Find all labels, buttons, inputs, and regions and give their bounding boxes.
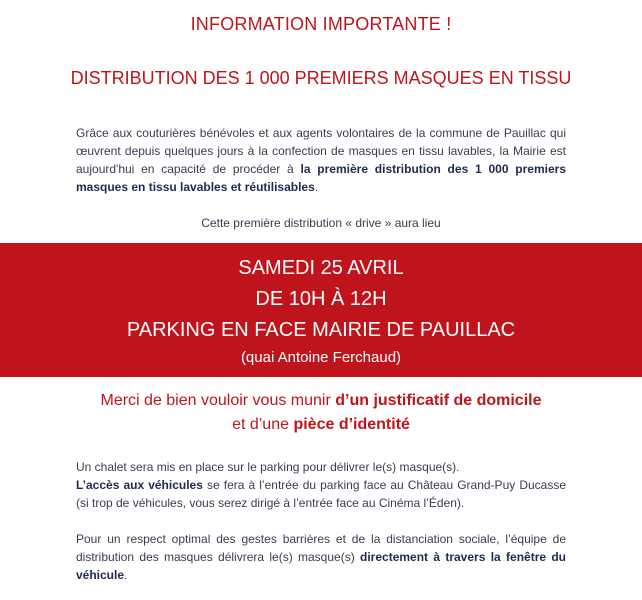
- distancing-paragraph: [76, 530, 566, 584]
- vehicle-access-text: se fera à l’entrée du parking face au Château Grand-Puy Ducasse (si trop de véhicules, vous serez dirigé à l’entrée face au Cinéma l’Éden).: [76, 478, 567, 510]
- request-id-document: pièce d’identité: [293, 416, 410, 433]
- request-line-1-text: Merci de bien vouloir vous munir: [100, 392, 336, 409]
- request-proof-of-address: d’un justificatif de domicile: [335, 392, 542, 409]
- request-line-2: [0, 416, 642, 434]
- chalet-sentence: Un chalet sera mis en place sur le parking pour délivrer le(s) masque(s).: [76, 460, 460, 474]
- page-subtitle: DISTRIBUTION DES 1 000 PREMIERS MASQUES EN TISSU: [70, 68, 572, 88]
- vehicle-access-label: L’accès aux véhicules: [76, 478, 203, 492]
- lead-text: Cette première distribution « drive » aura lieu: [201, 216, 441, 230]
- vehicle-access-paragraph: [76, 458, 566, 512]
- request-line-1: [0, 392, 642, 410]
- event-date: SAMEDI 25 AVRIL: [238, 257, 404, 279]
- event-banner: [0, 243, 642, 377]
- distancing-end: .: [124, 568, 128, 582]
- request-line-2-text: et d’une: [232, 416, 294, 433]
- distancing-text: Pour un respect optimal des gestes barrières et de la distanciation sociale, l’équipe de distribution des masques délivrera le(s) masque(s): [76, 532, 566, 564]
- event-time: DE 10H À 12H: [255, 288, 387, 310]
- page-title: INFORMATION IMPORTANTE !: [190, 14, 452, 34]
- intro-end: .: [314, 180, 319, 194]
- intro-text: Grâce aux couturières bénévoles et aux agents volontaires de la commune de Pauillac qui œuvrent depuis quelques jours à la confection de masques en tissu lavables, la Mairie est aujourd'hui en capacité de procéder à: [76, 126, 566, 176]
- event-place-detail: (quai Antoine Ferchaud): [240, 349, 402, 366]
- intro-paragraph: [76, 124, 566, 196]
- distancing-highlight: directement à travers la fenêtre du véhicule: [76, 550, 567, 582]
- intro-highlight: la première distribution des 1 000 premiers masques en tissu lavables et réutilisables: [76, 162, 566, 194]
- event-place: PARKING EN FACE MAIRIE DE PAUILLAC: [126, 319, 516, 341]
